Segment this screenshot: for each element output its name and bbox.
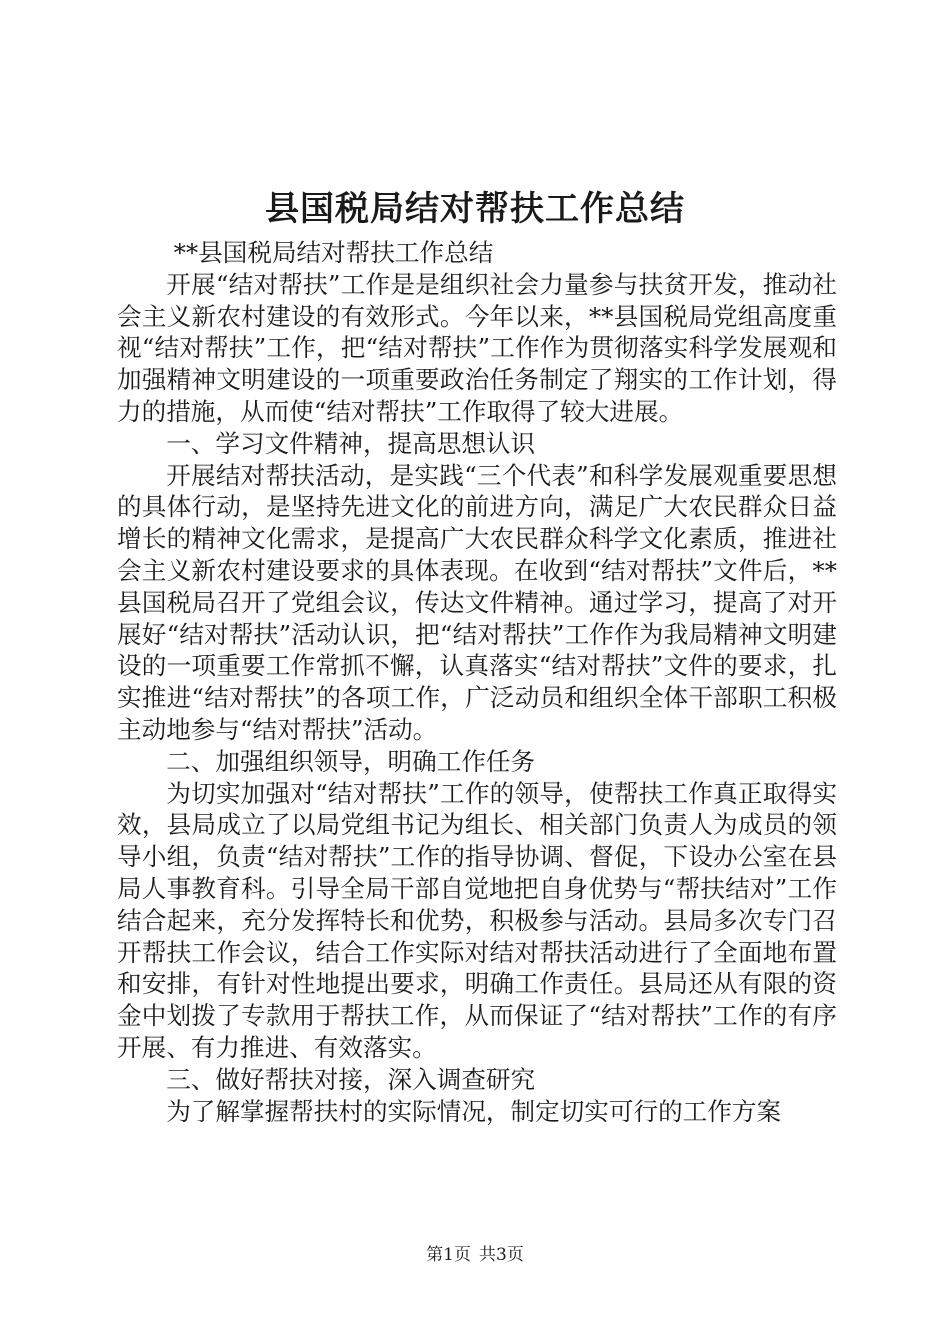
- page-number: 第1页: [426, 1245, 471, 1265]
- document-subtitle: **县国税局结对帮扶工作总结: [173, 238, 494, 267]
- page-footer: [0, 1244, 950, 1266]
- section-heading-1: 一、学习文件精神，提高思想认识: [166, 428, 536, 458]
- section-heading-3: 三、做好帮扶对接，深入调查研究: [166, 1064, 536, 1094]
- document-body: [117, 237, 837, 1127]
- section-1-paragraph: 开展结对帮扶活动，是实践“三个代表”和科学发展观重要思想的具体行动，是坚持先进文化的前进方向，满足广大农民群众日益增长的精神文化需求，是提高广大农民群众科学文化素质，推进社会主义新农村建设要求的具体表现。在收到“结对帮扶”文件后，**县国税局召开了党组会议，传达文件精神。通过学习，提高了对开展好“结对帮扶”活动认识，把“结对帮扶”工作作为我局精神文明建设的一项重要工作常抓不懈，认真落实“结对帮扶”文件的要求，扎实推进“结对帮扶”的各项工作，广泛动员和组织全体干部职工积极主动地参与“结对帮扶”活动。: [117, 460, 837, 744]
- section-heading-2: 二、加强组织领导，明确工作任务: [166, 746, 536, 776]
- document-title: 县国税局结对帮扶工作总结: [265, 189, 685, 229]
- intro-paragraph: 开展“结对帮扶”工作是是组织社会力量参与扶贫开发，推动社会主义新农村建设的有效形式。今年以来，**县国税局党组高度重视“结对帮扶”工作，把“结对帮扶”工作作为贯彻落实科学发展观和加强精神文明建设的一项重要政治任务制定了翔实的工作计划，得力的措施，从而使“结对帮扶”工作取得了较大进展。: [117, 269, 837, 426]
- page-total: 共3页: [479, 1245, 524, 1265]
- section-3-paragraph: 为了解掌握帮扶村的实际情况，制定切实可行的工作方案: [166, 1096, 782, 1126]
- section-2-paragraph: 为切实加强对“结对帮扶”工作的领导，使帮扶工作真正取得实效，县局成立了以局党组书记为组长、相关部门负责人为成员的领导小组，负责“结对帮扶”工作的指导协调、督促，下设办公室在县局人事教育科。引导全局干部自觉地把自身优势与“帮扶结对”工作结合起来，充分发挥特长和优势，积极参与活动。县局多次专门召开帮扶工作会议，结合工作实际对结对帮扶活动进行了全面地布置和安排，有针对性地提出要求，明确工作责任。县局还从有限的资金中划拨了专款用于帮扶工作，从而保证了“结对帮扶”工作的有序开展、有力推进、有效落实。: [117, 778, 837, 1062]
